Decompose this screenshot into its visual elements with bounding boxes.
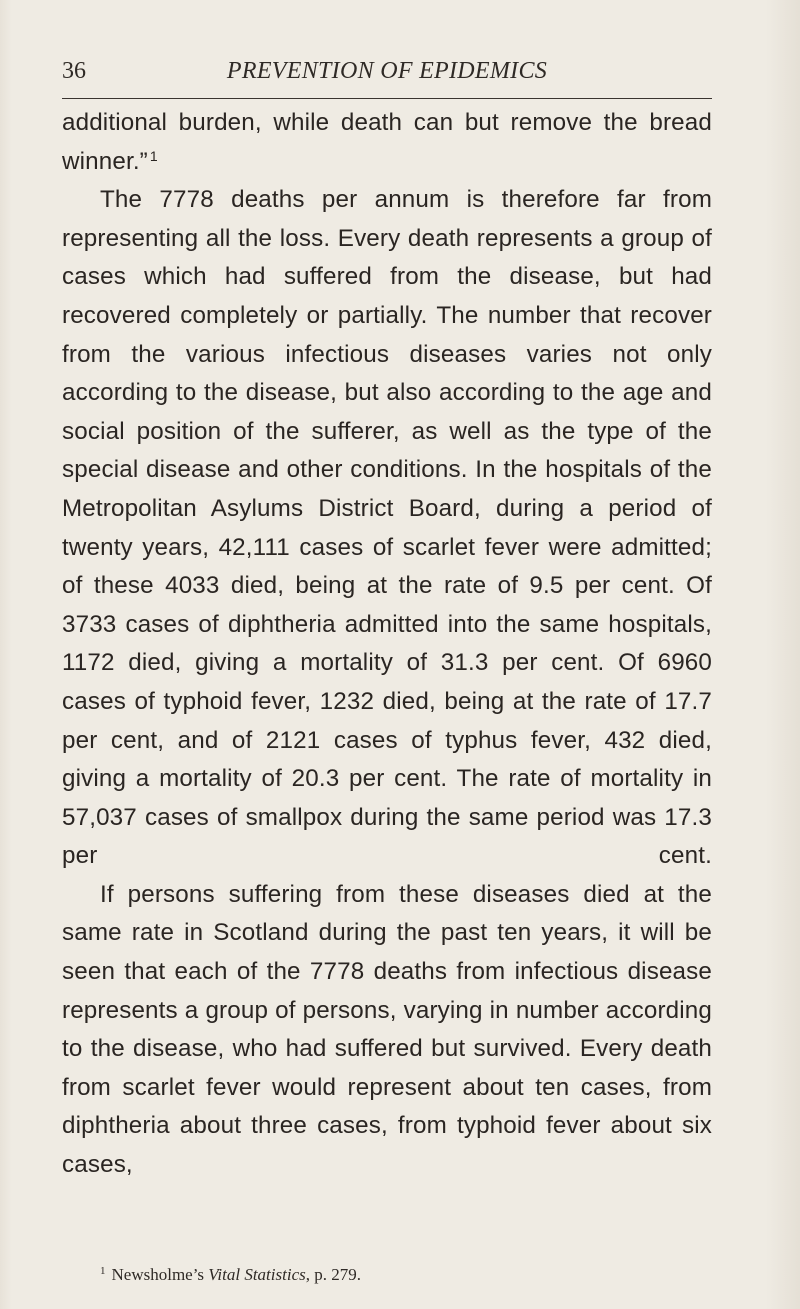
paragraph-scotland-comparison: If persons suffering from these diseases died at the same rate in Scotland during the past ten years, it will be seen that each of the 7778 deaths from infectious disease represents a group of persons, varying in number according to the disease, who had suffered but survived. Every death from scarlet fever would represent about ten cases, from diphtheria about three cases, from typhoid fever about six cases,	[62, 880, 712, 1179]
paragraph-continued	[62, 104, 712, 181]
page-header	[62, 56, 712, 96]
page-gutter-shadow	[0, 0, 12, 1309]
footnote-suffix: , p. 279.	[305, 1265, 361, 1284]
header-rule	[62, 98, 712, 99]
paragraph-mortality-statistics: The 7778 deaths per annum is therefore far from representing all the loss. Every death represents a group of cases which had suffered from the disease, but had recovered completely or partially. The number that recover from the various infectious diseases varies not only according to the disease, but also according to the age and social position of the sufferer, as well as the type of the special disease and other conditions. In the hospitals of the Metropolitan Asylums District Board, during a period of twenty years, 42,111 cases of scarlet fever were admitted; of these 4033 died, being at the rate of 9.5 per cent. Of 3733 cases of diphtheria admitted into the same hospitals, 1172 died, giving a mortality of 31.3 per cent. Of 6960 cases of typhoid fever, 1232 died, being at the rate of 17.7 per cent, and of 2121 cases of typhus fever, 432 died, giving a mortality of 20.3 per cent. The rate of mortality in 57,037 cases of smallpox during the same period was 17.3 per cent.	[62, 186, 712, 870]
body-text	[62, 104, 712, 1185]
page-edge-shadow	[766, 0, 800, 1309]
paragraph-1-text: additional burden, while death can but remove the bread winner.”	[62, 109, 712, 175]
page-number: 36	[62, 58, 86, 84]
footnote-prefix: Newsholme’s	[111, 1265, 205, 1284]
running-head: PREVENTION OF EPIDEMICS	[226, 58, 548, 84]
footnote-mark: 1	[100, 1265, 106, 1277]
footnote-title: Vital Statistics	[208, 1265, 306, 1284]
footnote	[100, 1260, 361, 1286]
footnote-reference: 1	[149, 147, 158, 164]
